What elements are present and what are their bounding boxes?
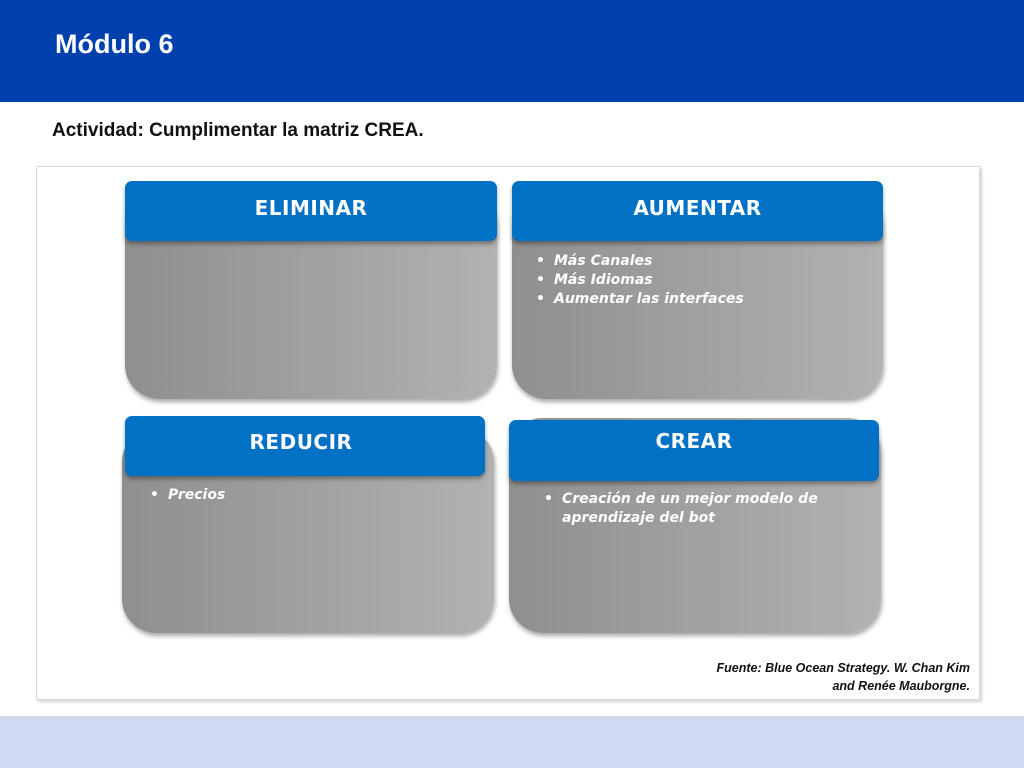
quadrant-title: ELIMINAR [254,196,368,220]
quadrant-eliminar [125,181,497,399]
quadrant-title: AUMENTAR [633,196,762,220]
source-line: Fuente: Blue Ocean Strategy. W. Chan Kim [716,661,970,675]
quadrant-aumentar [512,181,883,399]
crear-list [542,490,862,528]
quadrant-title: REDUCIR [249,430,353,454]
source-line: and Renée Mauborgne. [832,679,970,693]
list-item: • Aumentar las interfaces [534,290,874,309]
list-item: • Más Idiomas [534,271,874,290]
slide-title: Módulo 6 [55,29,174,59]
list-item: • Más Canales [534,252,874,271]
aumentar-list [534,252,874,309]
quadrant-reducir [122,416,494,633]
quadrant-header-eliminar [125,181,497,241]
activity-subtitle: Actividad: Cumplimentar la matriz CREA. [52,120,424,141]
list-item: • Precios [148,486,478,505]
list-item: • Creación de un mejor modelo de aprendizaje del bot [542,490,862,528]
quadrant-header-reducir [125,416,485,476]
quadrant-title: CREAR [655,429,733,453]
source-citation [650,659,970,695]
quadrant-crear [509,416,881,633]
footer-bar [0,716,1024,768]
reducir-list [148,486,478,505]
quadrant-header-crear [509,420,879,481]
quadrant-header-aumentar [512,181,883,241]
